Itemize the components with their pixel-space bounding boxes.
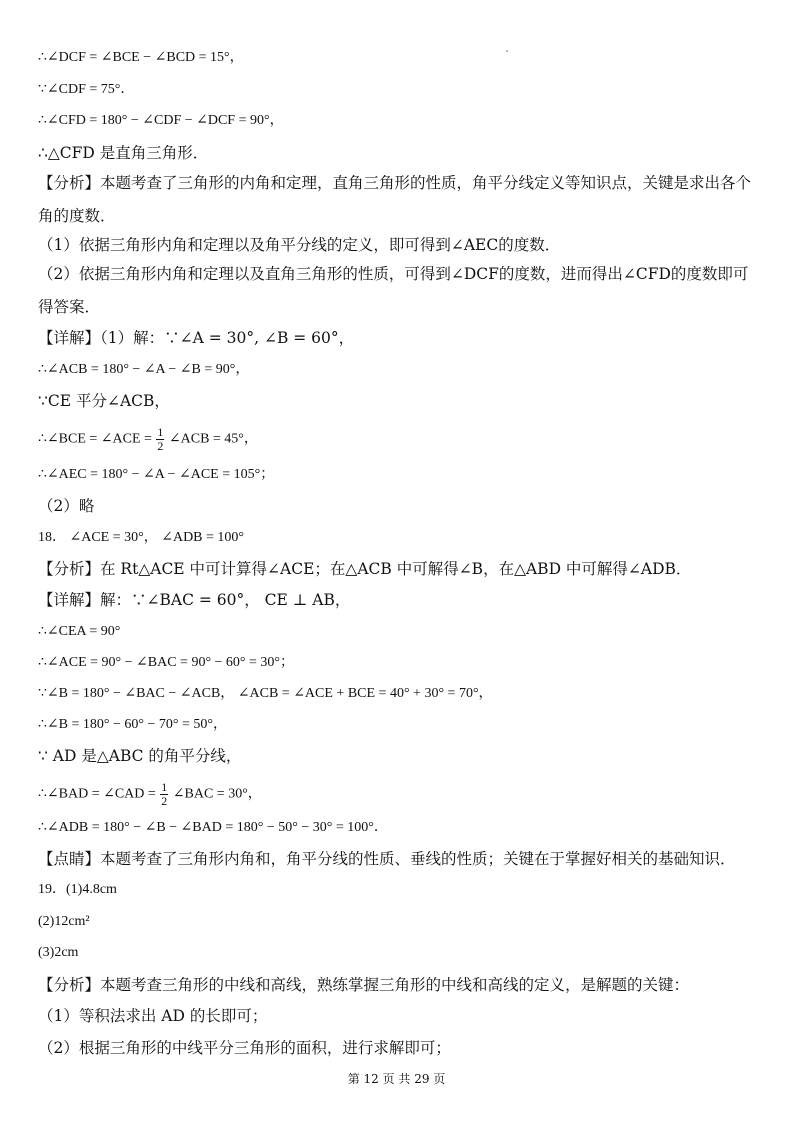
text-line: ∵∠CDF = 75°． [38,82,135,97]
text-line: ∴∠ACE = 90° − ∠BAC = 90° − 60° = 30°； [38,655,295,670]
text-line: (2)12cm² [38,914,90,929]
text-line: ∵∠B = 180° − ∠BAC − ∠ACB， ∠ACB = ∠ACE + BCE = 40° + 30° = 70°， [38,686,493,701]
text-line: 【详解】（1）解：∵∠A = 30°, ∠B = 60°， [38,329,355,347]
fraction-denominator: 2 [161,794,168,808]
text-line: ∵CE 平分∠ACB， [38,392,170,410]
equation-part: ∠BAC = 30°， [172,786,262,802]
analysis-paragraph: 【分析】本题考查了三角形的内角和定理，直角三角形的性质，角平分线定义等知识点，关键是求出各个角的度数． [38,174,752,225]
text-line: 【分析】在 Rt△ACE 中可计算得∠ACE；在△ACB 中可解得∠B，在△ABD 中可解得∠ADB． [38,560,692,578]
text-line: ∴∠ADB = 180° − ∠B − ∠BAD = 180° − 50° − 30° = 100°． [38,820,388,835]
text-line: 【点睛】本题考查了三角形内角和，角平分线的性质、垂线的性质；关键在于掌握好相关的基础知识． [38,850,736,868]
fraction [160,781,168,808]
text-line: ∴∠DCF = ∠BCE − ∠BCD = 15°， [38,50,244,65]
question-answer: 19．(1)4.8cm [38,882,117,897]
question-answer: 18． ∠ACE = 30°， ∠ADB = 100° [38,530,245,545]
fraction-numerator: 1 [161,780,168,794]
text-line: ∵ AD 是△ABC 的角平分线， [38,747,242,765]
text-line: （1）依据三角形内角和定理以及角平分线的定义，即可得到∠AEC的度数． [38,236,561,254]
fraction [156,426,164,453]
text-line: 【分析】本题考查三角形的中线和高线，熟练掌握三角形的中线和高线的定义，是解题的关键： [38,976,690,994]
fraction-denominator: 2 [157,439,164,453]
text-line: ∴△CFD 是直角三角形． [38,144,209,162]
text-line: 【详解】解：∵∠BAC = 60°， CE ⊥ AB， [38,591,351,609]
text-line: （2）略 [38,497,95,515]
text-line: (3)2cm [38,945,79,960]
text-line: （1）等积法求出 AD 的长即可； [38,1007,268,1025]
text-line: ∴∠B = 180° − 60° − 70° = 50°， [38,717,227,732]
equation-part: ∠ACB = 45°， [168,431,258,447]
equation-part: ∴∠BAD = ∠CAD = [38,786,156,802]
text-line: ∴∠CFD = 180° − ∠CDF − ∠DCF = 90°， [38,113,284,128]
fraction-line [38,781,262,808]
text-line: （2）根据三角形的中线平分三角形的面积，进行求解即可； [38,1039,451,1057]
text-line: ∴∠ACB = 180° − ∠A − ∠B = 90°， [38,362,250,377]
text-line: ∴∠CEA = 90° [38,624,121,639]
page-number: 第 12 页 共 29 页 [347,1072,446,1086]
speck [506,50,508,52]
text-line: ∴∠AEC = 180° − ∠A − ∠ACE = 105°； [38,467,275,482]
fraction-numerator: 1 [157,425,164,439]
equation-part: ∴∠BCE = ∠ACE = [38,431,152,447]
fraction-line [38,426,258,453]
analysis-paragraph: （2）依据三角形内角和定理以及直角三角形的性质，可得到∠DCF的度数，进而得出∠CFD的度数即可得答案． [38,265,749,316]
